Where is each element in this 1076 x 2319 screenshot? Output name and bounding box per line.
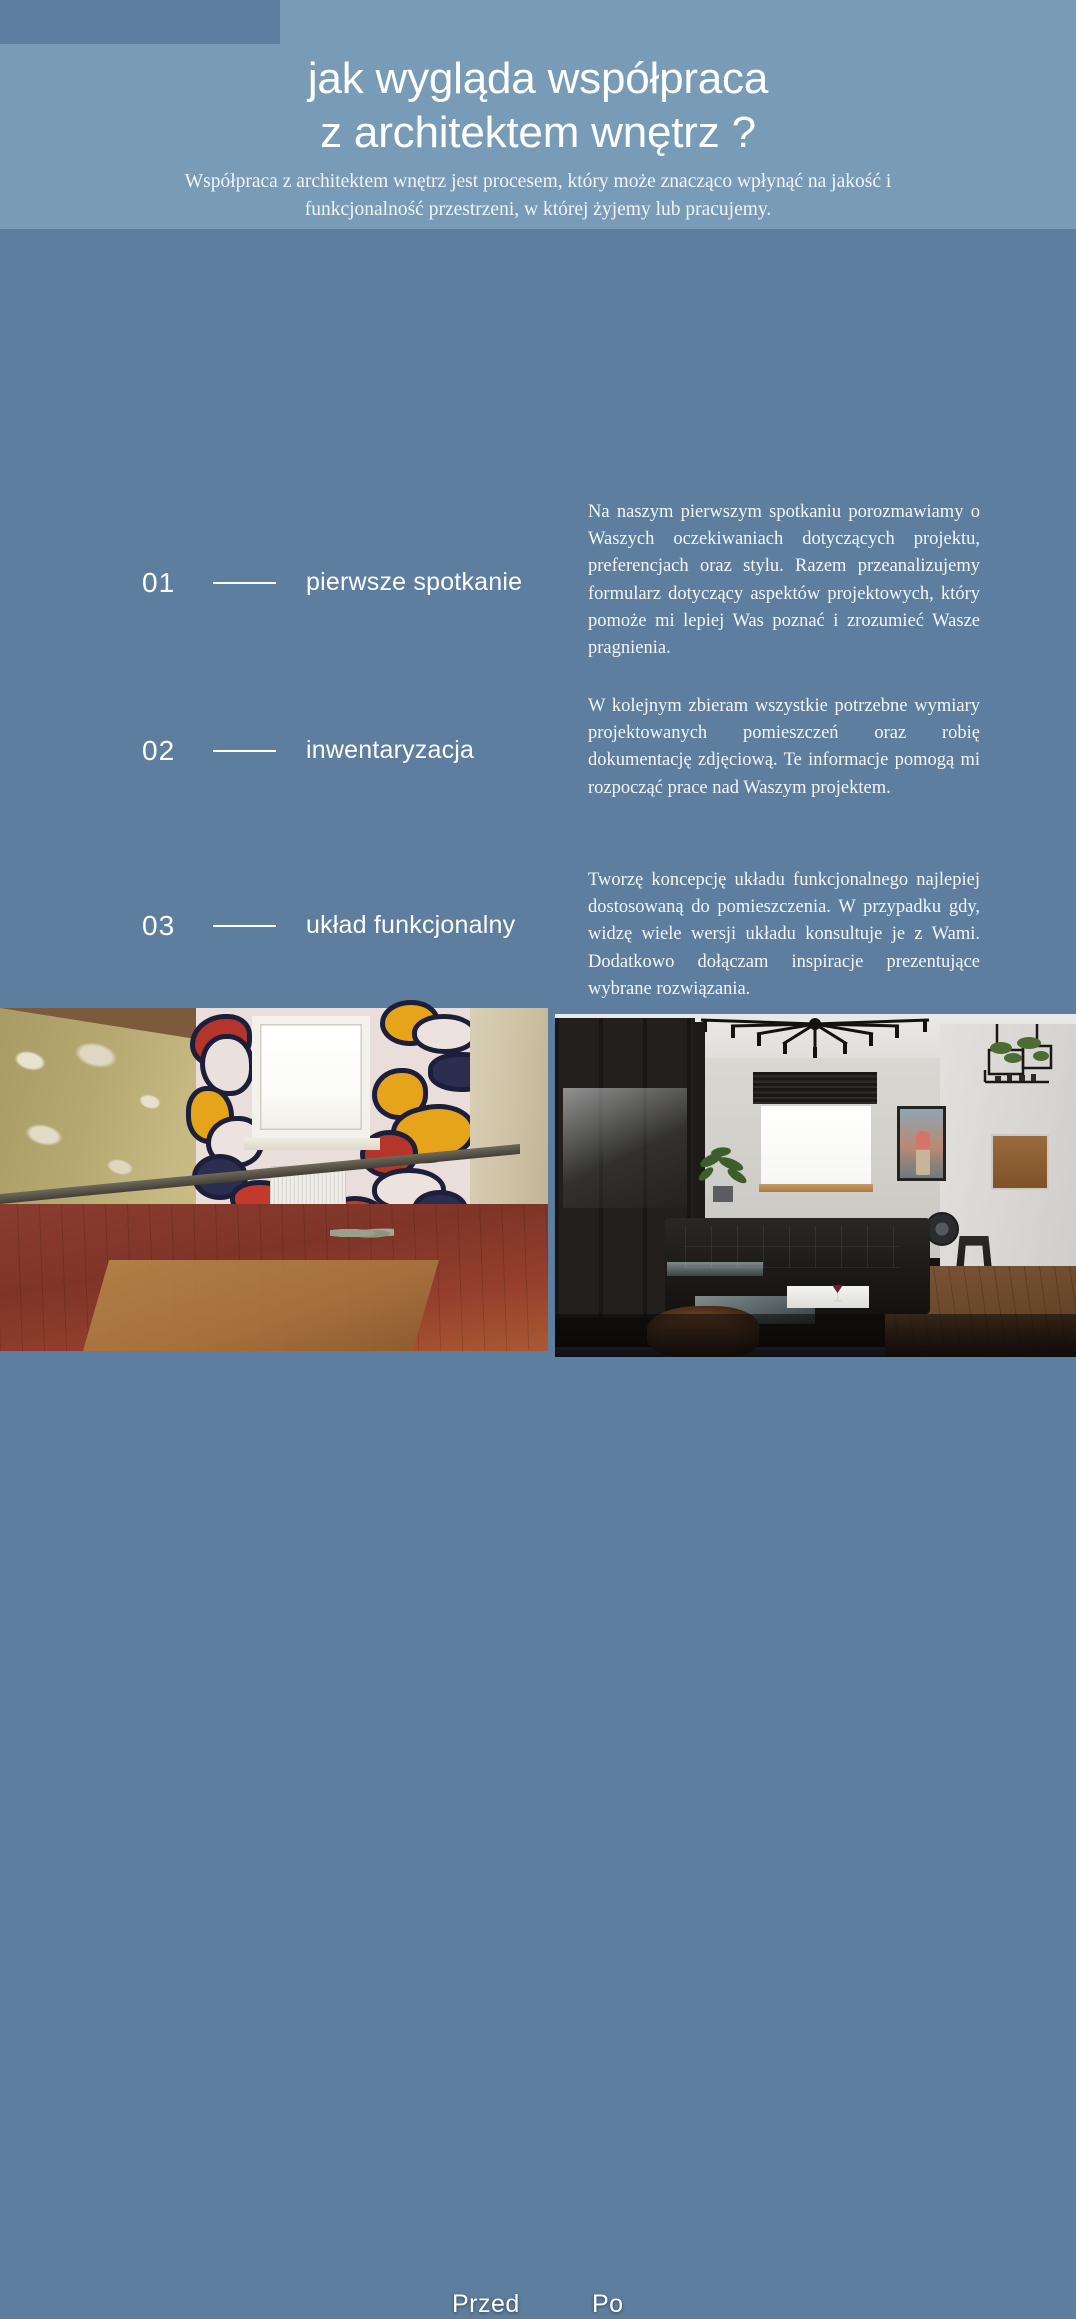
step-number: 01: [142, 567, 176, 598]
step-label: układ funkcjonalny: [306, 911, 516, 939]
hanging-plant-shelf-icon: [979, 1024, 1055, 1114]
window-sill: [759, 1184, 873, 1192]
step-divider-line: [213, 582, 276, 584]
step-number: 03: [142, 910, 176, 941]
chandelier-icon: [685, 1018, 945, 1064]
window: [761, 1106, 871, 1186]
step-description: Na naszym pierwszym spotkaniu porozmawiamy o Waszych oczekiwaniach dotyczących projektu, preferencjach oraz stylu. Razem przeanalizujemy formularz dotyczący aspektów projektowych, który pomoże mi lepiej Was poznać i zrozumieć Wasze pragnienia.: [588, 502, 980, 658]
step-label: inwentaryzacja: [306, 736, 475, 764]
step-description: Tworzę koncepcję układu funkcjonalnego najlepiej dostosowaną do pomieszczenia. W przypadku gdy, widzę wiele wersji układu konsultuje je z Wami. Dodatkowo dołączam inspiracje prezentujące wybrane rozwiązania.: [588, 870, 980, 999]
after-photo-caption: Po: [592, 2290, 624, 2318]
before-after-photos: [0, 1002, 1076, 2318]
after-photo: [555, 1014, 1076, 1347]
framed-artwork: [897, 1106, 946, 1181]
wooden-floor: [0, 1204, 548, 1351]
step-divider-line: [213, 925, 276, 927]
page-header: [0, 0, 1076, 229]
page-subtitle-line-2: funkcjonalność przestrzeni, w której żyjemy lub pracujemy.: [304, 199, 772, 221]
page-title-line-2: z architektem wnętrz ?: [320, 107, 756, 157]
step-description: W kolejnym zbieram wszystkie potrzebne wymiary projektowanych pomieszczeń oraz robię dokumentację zdjęciową. Te informacje pomogą mi rozpocząć prace nad Waszym projektem.: [588, 696, 980, 798]
console-table: [667, 1262, 763, 1278]
foreground-shadow: [555, 1314, 1076, 1357]
wall-niche: [991, 1134, 1049, 1190]
step-divider-line: [213, 750, 276, 752]
steps-section: [0, 229, 1076, 1002]
window-sill: [244, 1138, 380, 1150]
potted-plant-icon: [697, 1142, 749, 1204]
desk-fan: [925, 1212, 959, 1246]
header-accent-block: [0, 0, 280, 44]
bookcase-glass-door: [563, 1088, 687, 1208]
before-photo-caption: Przed: [452, 2290, 520, 2318]
window: [252, 1016, 370, 1138]
page-title-line-1: jak wygląda współpraca: [307, 54, 769, 103]
step-number: 02: [142, 735, 176, 766]
before-photo: [0, 1008, 548, 1345]
artwork-figure: [916, 1131, 930, 1175]
cocktail-glass-icon: [831, 1284, 844, 1302]
page-title: [0, 52, 1076, 159]
page-subtitle: [110, 168, 966, 225]
debris: [330, 1226, 394, 1240]
white-side-table: [787, 1286, 869, 1308]
window-blind: [753, 1072, 877, 1104]
page-subtitle-line-1: Współpraca z architektem wnętrz jest procesem, który może znacząco wpłynąć na jakość i: [184, 171, 892, 192]
floor-patch: [83, 1260, 439, 1351]
step-label: pierwsze spotkanie: [306, 568, 523, 596]
